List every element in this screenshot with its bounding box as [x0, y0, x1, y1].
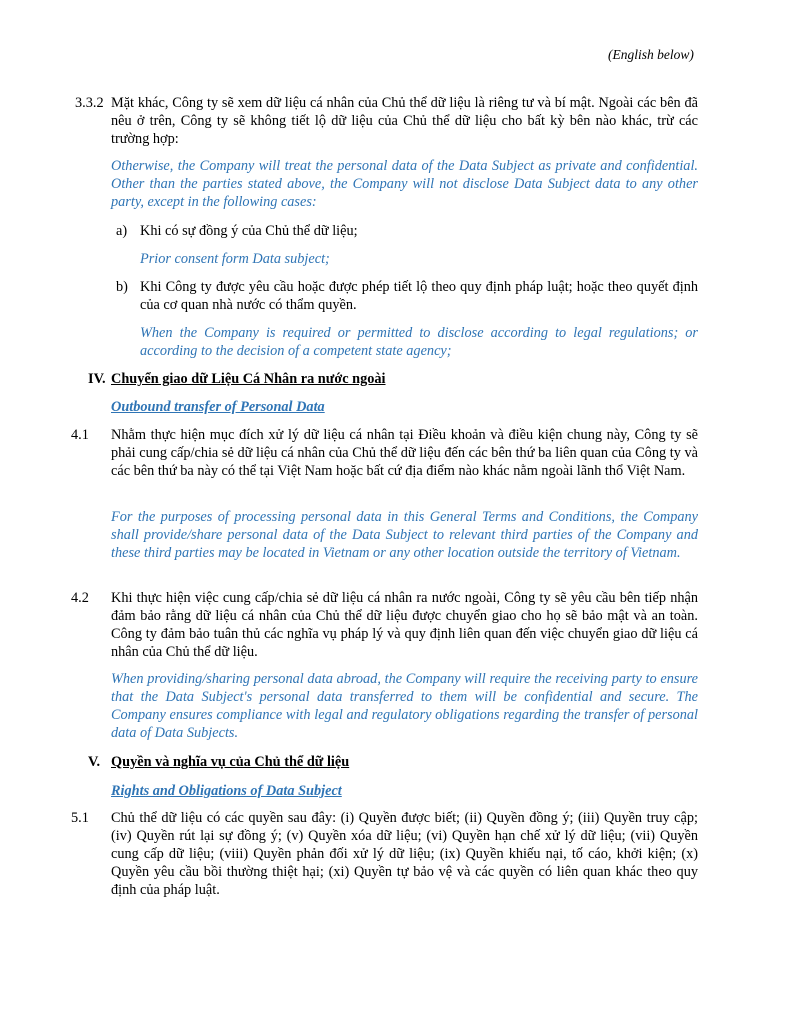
clause-number-3-3-2: 3.3.2 [75, 95, 104, 111]
item-b-label: b) [116, 279, 128, 295]
clause-5-1-vietnamese: Chủ thể dữ liệu có các quyền sau đây: (i) Quyền được biết; (ii) Quyền đồng ý; (iii) Quyền truy cập; (iv) Quyền rút lại sự đồng ý; (v) Quyền xóa dữ liệu; (vi) Quyền hạn chế xử lý dữ liệu; (vii) Quyền cung cấp dữ liệu; (viii) Quyền phản đối xử lý dữ liệu; (ix) Quyền khiếu nại, tố cáo, khởi kiện; (x) Quyền yêu cầu bồi thường thiệt hại; (xi) Quyền tự bảo vệ và các quyền có liên quan khác theo quy định của pháp luật. [111, 810, 698, 898]
section-v-title-vietnamese: Quyền và nghĩa vụ của Chủ thể dữ liệu [111, 754, 350, 770]
section-v-number: V. [88, 754, 101, 770]
clause-4-2-vietnamese: Khi thực hiện việc cung cấp/chia sẻ dữ liệu cá nhân ra nước ngoài, Công ty sẽ yêu cầu bên tiếp nhận đảm bảo rằng dữ liệu cá nhân của Chủ thể dữ liệu được chuyển giao cho họ sẽ bảo mật và an toàn. Công ty đảm bảo tuân thủ các nghĩa vụ pháp lý và quy định liên quan đến việc chuyển giao dữ liệu cá nhân của Chủ thể dữ liệu. [111, 590, 698, 660]
item-a-vietnamese: Khi có sự đồng ý của Chủ thể dữ liệu; [140, 223, 358, 239]
clause-number-4-2: 4.2 [71, 590, 89, 606]
item-a-english: Prior consent form Data subject; [140, 251, 330, 267]
item-a-label: a) [116, 223, 128, 239]
item-b-english: When the Company is required or permitted to disclose according to legal regulations; or according to the decision of a competent state agency; [140, 325, 698, 359]
clause-4-1-english: For the purposes of processing personal data in this General Terms and Conditions, the Company shall provide/share personal data of the Data Subject to relevant third parties of the Company and these third parties may be located in Vietnam or any other location outside the territory of Vietnam. [111, 509, 698, 561]
clause-3-3-2-vietnamese: Mặt khác, Công ty sẽ xem dữ liệu cá nhân của Chủ thể dữ liệu là riêng tư và bí mật. Ngoài các bên đã nêu ở trên, Công ty sẽ không tiết lộ dữ liệu của Chủ thể dữ liệu cho bất kỳ bên nào khác, trừ các trường hợp: [111, 95, 698, 147]
clause-3-3-2-english: Otherwise, the Company will treat the personal data of the Data Subject as private and confidential. Other than the parties stated above, the Company will not disclose Data Subject data to any other party, except in the following cases: [111, 158, 698, 210]
clause-4-1-vietnamese: Nhằm thực hiện mục đích xử lý dữ liệu cá nhân tại Điều khoản và điều kiện chung này, Công ty sẽ phải cung cấp/chia sẻ dữ liệu cá nhân của Chủ thể dữ liệu đến các bên thứ ba liên quan của Công ty và các bên thứ ba này có thể tại Việt Nam hoặc bất cứ địa điểm nào khác nằm ngoài lãnh thổ Việt Nam. [111, 427, 698, 479]
section-iv-title-vietnamese: Chuyển giao dữ Liệu Cá Nhân ra nước ngoài [111, 371, 386, 387]
english-below-note: (English below) [608, 47, 694, 62]
item-b-vietnamese: Khi Công ty được yêu cầu hoặc được phép tiết lộ theo quy định pháp luật; hoặc theo quyết định của cơ quan nhà nước có thẩm quyền. [140, 279, 698, 313]
clause-4-2-english: When providing/sharing personal data abroad, the Company will require the receiving party to ensure that the Data Subject's personal data transferred to them will be confidential and secure. The Company ensures compliance with legal and regulatory obligations regarding the transfer of personal data of Data Subjects. [111, 671, 698, 741]
section-iv-number: IV. [88, 371, 106, 387]
clause-number-4-1: 4.1 [71, 427, 89, 443]
section-v-title-english: Rights and Obligations of Data Subject [111, 783, 342, 799]
section-iv-title-english: Outbound transfer of Personal Data [111, 399, 325, 415]
clause-number-5-1: 5.1 [71, 810, 89, 826]
